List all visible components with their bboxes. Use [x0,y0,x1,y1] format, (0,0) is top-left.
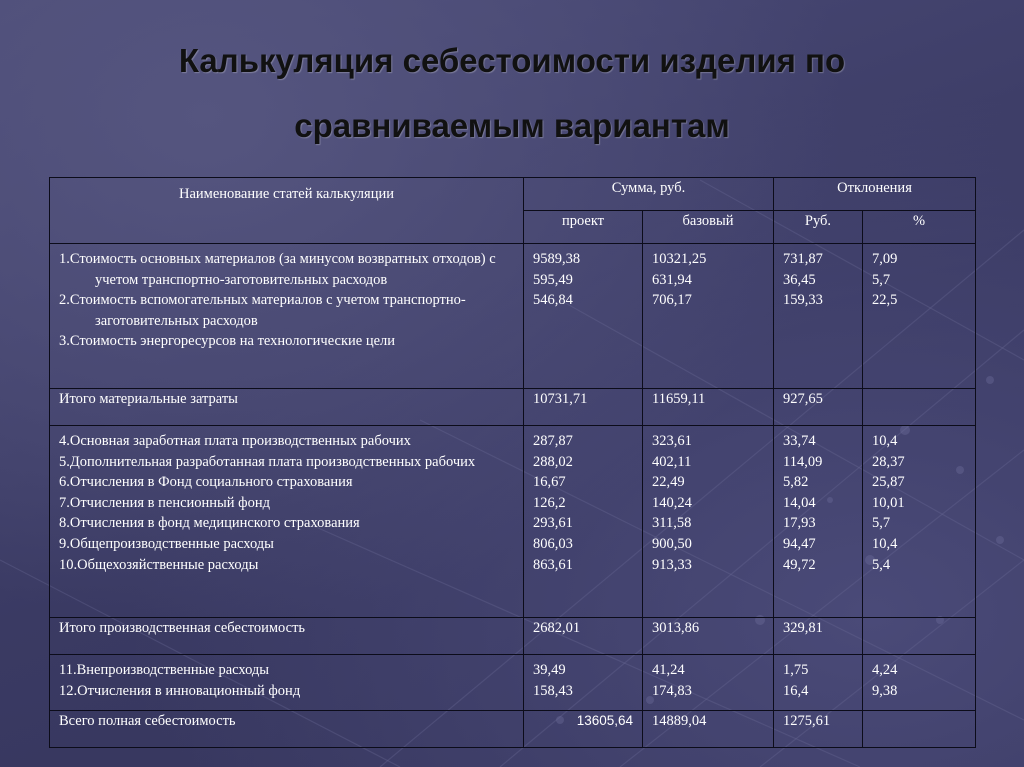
value: 913,33 [652,556,692,573]
value: 28,37 [872,453,905,470]
value: 10,01 [872,494,905,511]
value: 33,74 [783,433,816,449]
value: 10,4 [872,433,898,449]
cost-calculation-table [49,177,976,748]
slide-title-line-2: сравниваемым вариантам [294,107,730,144]
total-production-base: 3013,86 [643,618,774,655]
value: 863,61 [533,556,573,573]
header-sum: Сумма, руб. [524,178,774,211]
value: 16,67 [533,474,566,491]
value: 9,38 [872,682,898,699]
value: 9589,38 [533,251,581,267]
group3-project [524,655,643,711]
group1-project [524,244,643,389]
value: 114,09 [783,453,823,470]
value: 174,83 [652,682,692,699]
value: 1,75 [783,662,809,678]
value: 7,09 [872,251,898,267]
group1-pct [863,244,976,389]
value: 22,5 [872,292,898,309]
group2-base [643,426,774,618]
value: 311,58 [652,515,692,532]
list-item: 3.Стоимость энергоресурсов на технологические цели [59,333,396,350]
value: 706,17 [652,292,692,309]
total-full-label: Всего полная себестоимость [50,711,524,748]
value: 631,94 [652,271,692,288]
empty-cell [863,618,976,655]
value: 39,49 [533,662,566,678]
group2-items [50,426,524,618]
group2-project [524,426,643,618]
header-project: проект [524,211,643,244]
value: 5,4 [872,556,891,573]
value: 402,11 [652,453,692,470]
header-item-name: Наименование статей калькуляции [50,178,524,244]
value: 94,47 [783,535,816,552]
value: 158,43 [533,682,573,699]
total-production-label: Итого производственная себестоимость [50,618,524,655]
total-production-project: 2682,01 [524,618,643,655]
value: 595,49 [533,271,573,288]
value: 25,87 [872,474,905,491]
slide-title-line-1: Калькуляция себестоимости изделия по [178,42,846,79]
list-item: 7.Отчисления в пенсионный фонд [59,494,270,511]
table-row [50,426,976,618]
table-row [50,711,976,748]
list-item: 11.Внепроизводственные расходы [59,662,270,678]
group1-rub [774,244,863,389]
table-row [50,244,976,389]
total-material-base: 11659,11 [643,389,774,426]
value: 731,87 [783,251,823,267]
list-item: 6.Отчисления в Фонд социального страхования [59,474,353,491]
header-base: базовый [643,211,774,244]
value: 546,84 [533,292,573,309]
value: 41,24 [652,662,685,678]
value: 5,7 [872,271,891,288]
value: 293,61 [533,515,573,532]
value: 36,45 [783,271,816,288]
group3-items [50,655,524,711]
empty-cell [863,389,976,426]
group2-pct [863,426,976,618]
total-production-rub: 329,81 [774,618,863,655]
header-rub: Руб. [774,211,863,244]
list-item: 9.Общепроизводственные расходы [59,535,274,552]
list-item: 8.Отчисления в фонд медицинского страхования [59,515,360,532]
value: 5,82 [783,474,809,491]
group3-rub [774,655,863,711]
empty-cell [863,711,976,748]
group1-items [50,244,524,389]
group2-rub [774,426,863,618]
value: 140,24 [652,494,692,511]
value: 16,4 [783,682,809,699]
value: 10,4 [872,535,898,552]
total-material-project: 10731,71 [524,389,643,426]
list-item: 4.Основная заработная плата производственных рабочих [59,433,411,449]
value: 159,33 [783,292,823,309]
total-material-rub: 927,65 [774,389,863,426]
list-item: 5.Дополнительная разработанная плата производственных рабочих [59,453,476,470]
value: 4,24 [872,662,898,678]
value: 806,03 [533,535,573,552]
total-material-label: Итого материальные затраты [50,389,524,426]
value: 288,02 [533,453,573,470]
table-row [50,389,976,426]
group1-base [643,244,774,389]
list-item: 10.Общехозяйственные расходы [59,556,259,573]
value: 900,50 [652,535,692,552]
value: 10321,25 [652,251,707,267]
table-row [50,618,976,655]
total-full-base: 14889,04 [643,711,774,748]
value: 14,04 [783,494,816,511]
value: 17,93 [783,515,816,532]
header-percent: % [863,211,976,244]
table-row [50,655,976,711]
list-item: 2.Стоимость вспомогательных материалов с учетом транспортно-заготовительных расходов [59,292,466,329]
value: 287,87 [533,433,573,449]
value: 22,49 [652,474,685,491]
list-item: 1.Стоимость основных материалов (за минусом возвратных отходов) с учетом транспортно-заготовительных расходов [59,251,496,288]
value: 5,7 [872,515,891,532]
value: 323,61 [652,433,692,449]
value: 126,2 [533,494,566,511]
total-full-rub: 1275,61 [774,711,863,748]
header-deviation: Отклонения [774,178,976,211]
group3-base [643,655,774,711]
group3-pct [863,655,976,711]
list-item: 12.Отчисления в инновационный фонд [59,682,301,699]
value: 49,72 [783,556,816,573]
total-full-project: 13605,64 [524,711,643,748]
